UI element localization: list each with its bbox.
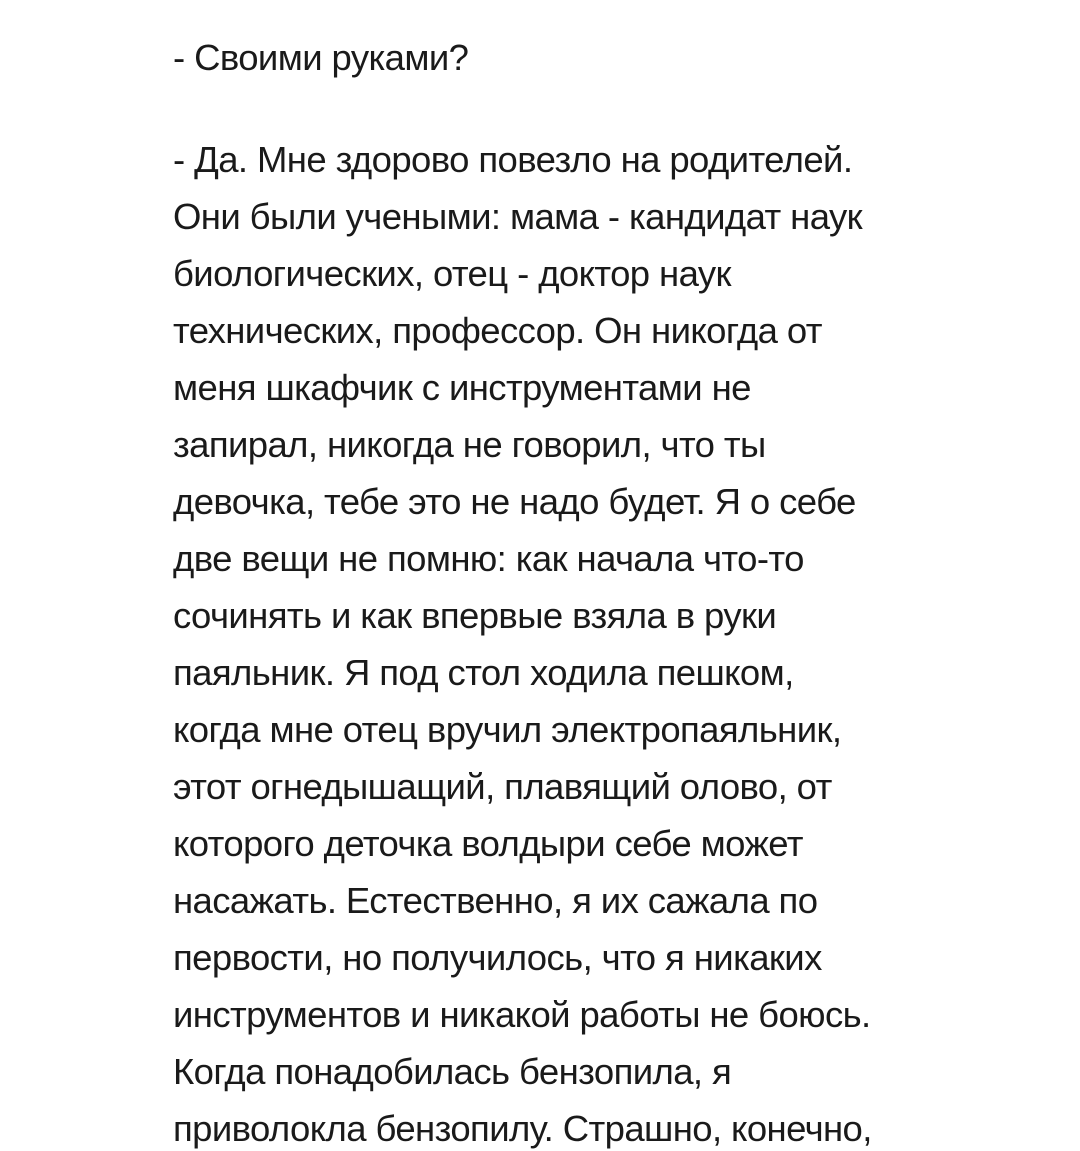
answer-line-11: когда мне отец вручил электропаяльник, xyxy=(173,709,842,750)
answer-line-6: запирал, никогда не говорил, что ты xyxy=(173,424,766,465)
answer-line-5: меня шкафчик с инструментами не xyxy=(173,367,751,408)
answer-line-12: этот огнедышащий, плавящий олово, от xyxy=(173,766,832,807)
answer-line-2: Они были учеными: мама - кандидат наук xyxy=(173,196,863,237)
answer-line-4: технических, профессор. Он никогда от xyxy=(173,310,822,351)
answer-line-18: приволокла бензопилу. Страшно, конечно, xyxy=(173,1108,872,1149)
answer-line-8: две вещи не помню: как начала что-то xyxy=(173,538,804,579)
answer-line-7: девочка, тебе это не надо будет. Я о себе xyxy=(173,481,856,522)
answer-line-17: Когда понадобилась бензопила, я xyxy=(173,1051,732,1092)
answer-line-14: насажать. Естественно, я их сажала по xyxy=(173,880,818,921)
question-line: - Своими руками? xyxy=(173,37,469,78)
answer-line-16: инструментов и никакой работы не боюсь. xyxy=(173,994,871,1035)
answer-line-9: сочинять и как впервые взяла в руки xyxy=(173,595,777,636)
answer-line-1: - Да. Мне здорово повезло на родителей. xyxy=(173,139,853,180)
answer-line-10: паяльник. Я под стол ходила пешком, xyxy=(173,652,794,693)
answer-line-15: первости, но получилось, что я никаких xyxy=(173,937,822,978)
answer-line-3: биологических, отец - доктор наук xyxy=(173,253,731,294)
answer-line-13: которого деточка волдыри себе может xyxy=(173,823,803,864)
